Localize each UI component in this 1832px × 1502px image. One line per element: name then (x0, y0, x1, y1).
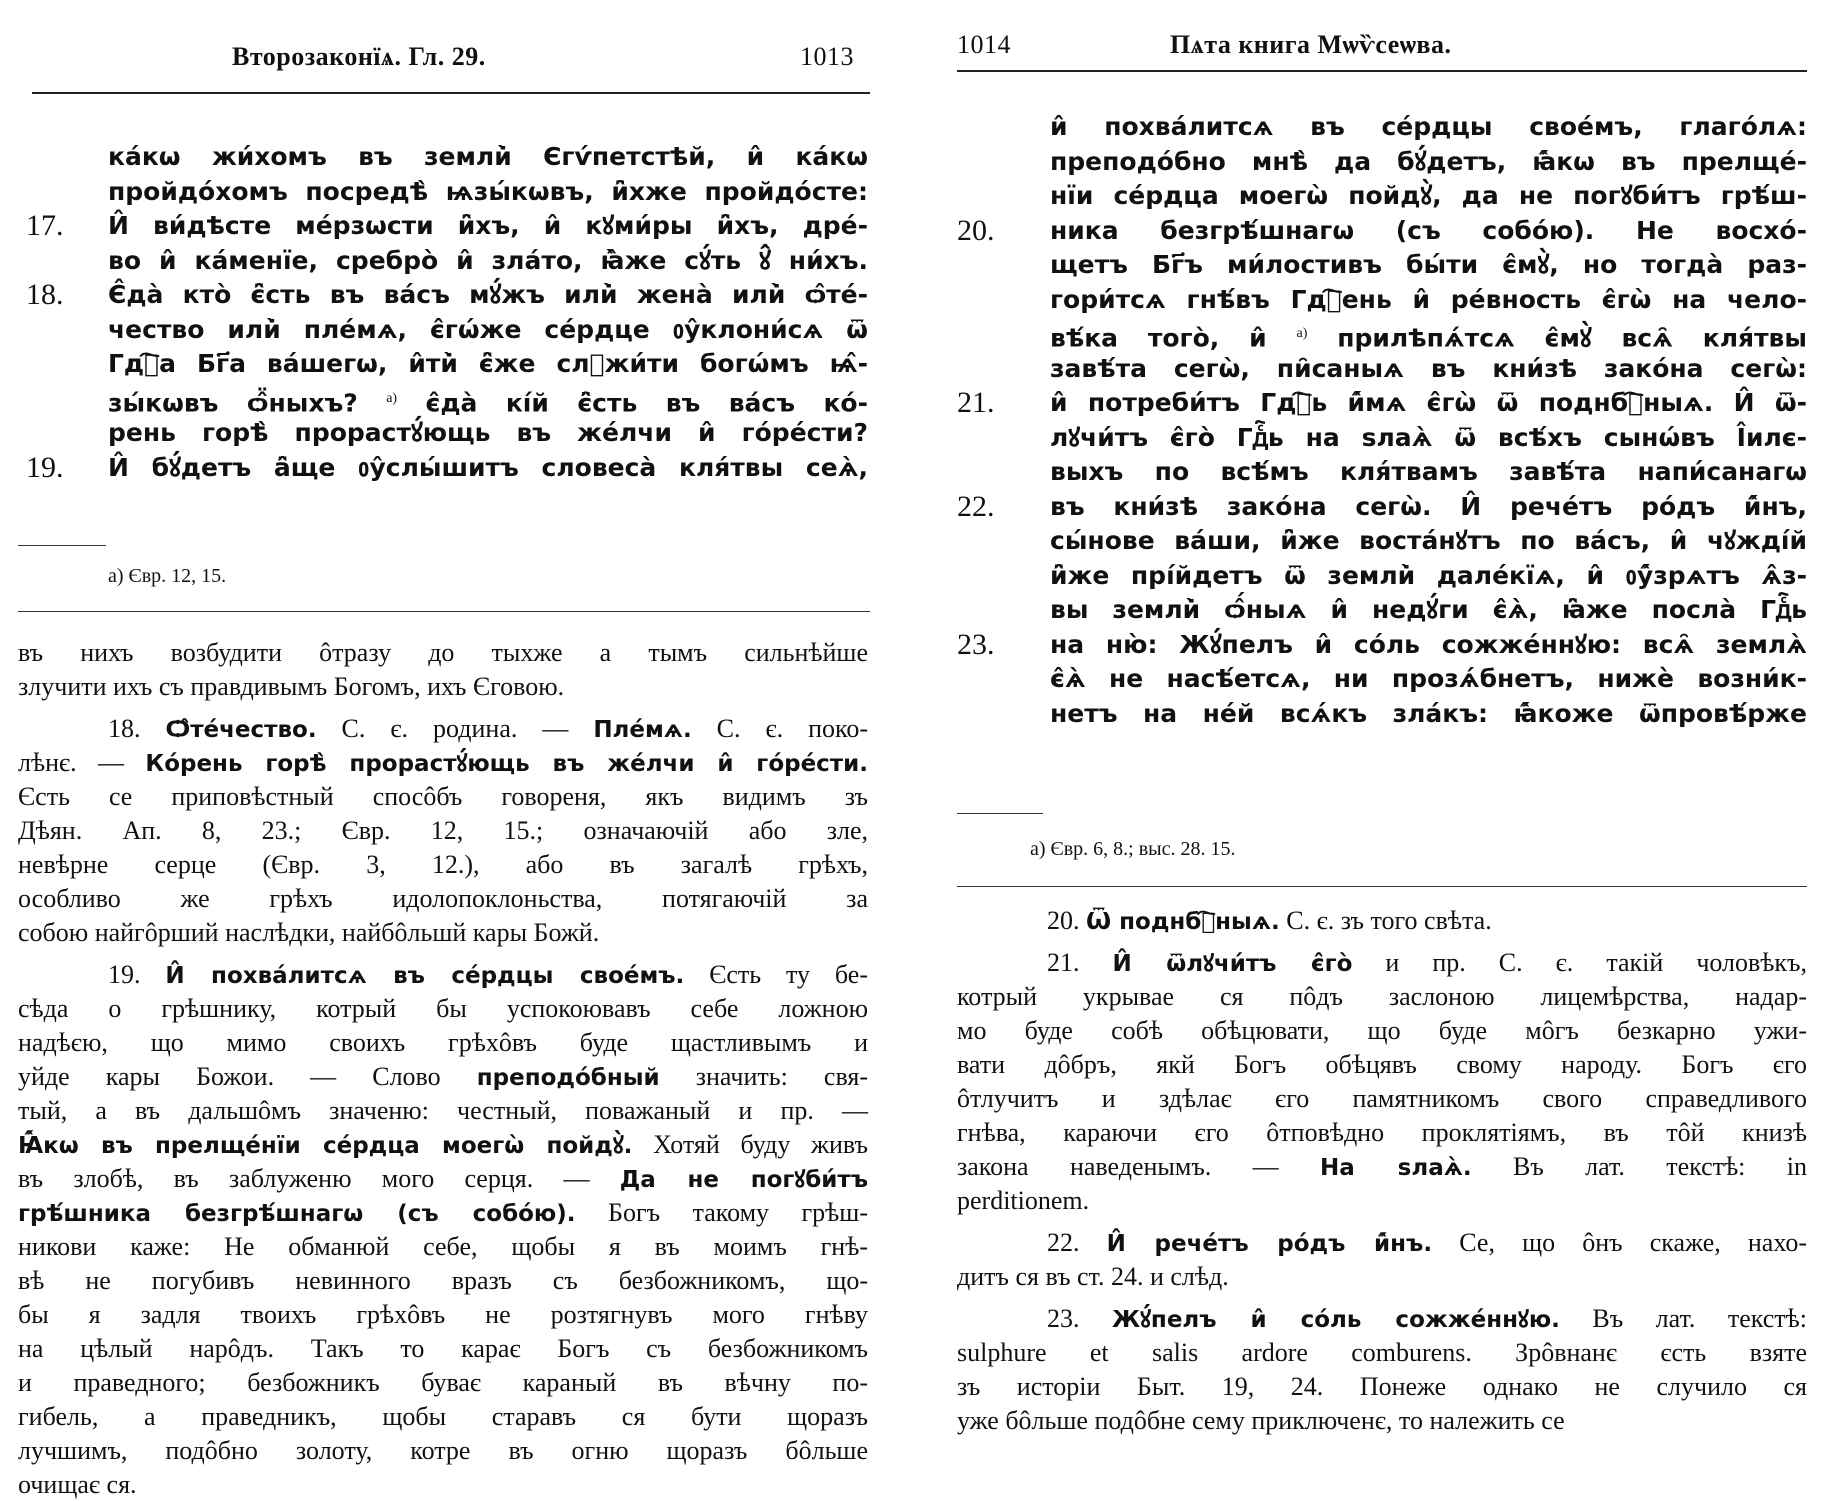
commentary-line: Єсть се приповѣстный спосôбъ говореня, якъ видимъ зъ (18, 782, 868, 811)
verse-line (26, 209, 868, 244)
running-head-title: Пѧта книга Мѡѷсеѡва. (1170, 30, 1452, 59)
verse-line (1050, 697, 1807, 732)
slavonic-lemma: Ко́рень горѣ̀ прорастꙋ́ющь въ же́лчи и̂ го́ре́сти. (145, 751, 868, 777)
paragraph-gap (957, 1218, 1807, 1226)
slavonic-lemma: Ѿ поднбⷭ҇ныѧ. (1086, 909, 1280, 935)
slavonic-lemma: Жꙋ́пелъ и̂ со́ль сожже́ннꙋю. (1111, 1307, 1560, 1333)
verse-text: зы́кѡвъ ѻ̂̈ныхъ? (108, 387, 358, 417)
page-number: 1013 (800, 42, 854, 71)
commentary (957, 904, 1807, 1438)
commentary-line: perditionem. (957, 1186, 1090, 1215)
commentary-line: 22. И̂ рече́тъ ро́дъ и̂́нъ. Се, що ôнъ скаже, нахо- (1047, 1228, 1808, 1257)
commentary-line: 18. Ѻ̂те́чество. С. є. родина. — Пле́мѧ. С. є. поко- (108, 714, 868, 743)
paragraph-gap (18, 704, 868, 712)
commentary-paragraph (957, 1302, 1807, 1438)
verse-text: гори́тсѧ гнѣ́въ Гдⷭ҇ень и̂ ре́вность є̂гѡ̀ на чело- (1050, 284, 1807, 314)
verse-line (1050, 559, 1807, 594)
verse-text: сы́нове ва́ши, и̂̈же воста́нꙋтъ по ва́съ, и̂ чꙋжді́й (1050, 526, 1807, 555)
verse-line (26, 278, 868, 313)
verse-text: щетъ Бг҃ъ ми́лостивъ бы́ти є̂мꙋ̀, но тогда̀ раз- (1050, 250, 1807, 279)
verse-line (1050, 317, 1807, 352)
commentary-line: гибель, а праведникъ, щобы старавъ ся бути щоразъ (18, 1402, 868, 1431)
verse-line (1050, 593, 1807, 628)
verse-number: 23. (957, 627, 995, 661)
verse-text: нетъ на не́й всѧ́къ зла́къ: ꙗ̂́коже ѿпровѣ́рже (1050, 698, 1807, 728)
paragraph-gap (18, 950, 868, 958)
commentary-line: котрый укрывае ся пôдъ заслоною лицемѣрства, надар- (957, 982, 1807, 1011)
header-rule (32, 92, 870, 94)
slavonic-lemma: грѣ́шника безгрѣ́шнагѡ (съ собо́ю). (18, 1201, 576, 1227)
slavonic-lemma: Да не погꙋби́тъ (619, 1167, 869, 1193)
commentary-paragraph (957, 904, 1807, 938)
commentary-line: злучити ихъ съ правдивымъ Богомъ, ихъ Єговою. (18, 672, 565, 701)
verse-line (108, 382, 868, 417)
left-page (0, 0, 900, 1500)
verse-text: ка́кѡ жи́хомъ въ земли̇̀ Єгѵ́петстѣй, и̂ ка́кѡ (108, 142, 868, 171)
verse-text: выхъ по всѣ́мъ кля́твамъ завѣ́та напи́санагѡ (1050, 457, 1807, 486)
verse-line (957, 213, 1807, 249)
commentary-line: грѣ́шника безгрѣ́шнагѡ (съ собо́ю). Богъ такому грѣш- (18, 1198, 868, 1227)
verse-text: є̂ѧ̀ не насѣ́етсѧ, ни прозѧ́бнетъ, нижѐ возни́к- (1050, 664, 1807, 693)
footnote: а) Євр. 12, 15. (108, 565, 227, 587)
slavonic-lemma: И̂ ѿлꙋчи́тъ є̂го̀ (1112, 951, 1353, 977)
slavonic-lemma: Ꙗ̂́кѡ въ прелще́нїи се́рдца моегѡ̀ пойдꙋ̀. (18, 1133, 633, 1159)
right-page (930, 0, 1832, 1500)
verse-text: прилѣпѧ́тсѧ є̂мꙋ̀ всѧ̑ кля́твы (1337, 323, 1807, 353)
header-rule (957, 70, 1807, 72)
commentary-paragraph (18, 636, 868, 704)
commentary-line: дитъ ся въ ст. 24. и слѣд. (957, 1262, 1229, 1291)
commentary-line: гнѣва, караючи єго ôтповѣдно проклятіямъ, въ тôй книзѣ (957, 1118, 1807, 1147)
slavonic-lemma: преподо́бный (476, 1065, 660, 1091)
commentary-line: на цѣлый нарôдъ. Такъ то карає Богъ съ безбожникомъ (18, 1334, 868, 1363)
commentary-line: 19. И̂ похва́литсѧ въ се́рдцы свое́мъ. Єсть ту бе- (108, 960, 869, 989)
verse-line (108, 347, 868, 382)
commentary-line: надѣєю, що мимо своихъ грѣхôвъ буде щастливымъ и (18, 1028, 868, 1057)
verse-line (1050, 248, 1807, 283)
verse-text: рень горѣ̀ прорастꙋ́ющь въ же́лчи и̂ го́ре́сти? (108, 418, 868, 447)
commentary-line: sulphure et salis ardore comburens. Зрôвнанє єсть взяте (957, 1338, 1807, 1367)
verse-text: преподо́бно мнѣ̀ да бꙋ́детъ, ꙗ̂́кѡ въ прелще́- (1050, 146, 1807, 176)
verse-number: 21. (957, 386, 995, 419)
running-head (930, 30, 1832, 70)
commentary-line: уже бôльше подôбне сему приключенє, то належить се (957, 1406, 1565, 1435)
verse-text: Є̂да̀ кто̀ є̂̈сть въ ва́съ мꙋ́жъ или̇̀ жена̀ или̇̀ ѻ̂те́- (108, 280, 868, 309)
section-rule (957, 886, 1807, 887)
verse-text: ника безгрѣ́шнагѡ (съ собо́ю). Не восхо́- (1050, 215, 1807, 245)
commentary-line: очищає ся. (18, 1470, 137, 1499)
slavonic-lemma: Ѻ̂те́чество. (165, 717, 317, 743)
verse-number: 22. (957, 489, 995, 523)
commentary-line: ôтлучитъ и здѣлає єго памятникомъ свого справедливого (957, 1084, 1807, 1113)
verse-text: Гдⷭ҇а Бг҃а ва́шегѡ, и̂ти̇̀ є̂̈же слꙋжи́ти богѡ́мъ ѩ̂- (108, 349, 868, 378)
verse-number: 19. (26, 450, 64, 484)
verse-text: въ кни́зѣ зако́на сегѡ̀. И̂ рече́тъ ро́дъ и̂́нъ, (1050, 491, 1807, 521)
verse-line (1050, 662, 1807, 697)
commentary-line: Дѣян. Ап. 8, 23.; Євр. 12, 15.; означаючій або зле, (18, 816, 868, 845)
verse-text: вы земли̇̀ ѻ̂́ныѧ и̂ недꙋ́ги є̂ѧ̀, ꙗ̂̈же посла̀ Гдⷭ҇ь (1050, 595, 1807, 624)
commentary-paragraph (18, 958, 868, 1502)
commentary (18, 636, 868, 1502)
commentary-line: вѣ не погубивъ невинного вразъ съ безбожникомъ, що- (18, 1266, 868, 1295)
commentary-line: бы я задля твоихъ грѣхôвъ не розтягнувъ мого гнѣву (18, 1300, 868, 1329)
commentary-paragraph (957, 946, 1807, 1218)
footnote-marker: а) (386, 390, 398, 406)
verse-number: 18. (26, 278, 64, 311)
verse-line (1050, 524, 1807, 559)
verse-text: и̂ похва́литсѧ въ се́рдцы свое́мъ, глаго́лѧ: (1050, 112, 1807, 141)
commentary-line: уйде кары Божои. — Слово преподо́бный значить: свя- (18, 1062, 869, 1091)
verse-text: є̂да̀ кі́й є̂̈сть въ ва́съ ко́- (425, 387, 868, 417)
commentary-line: закона наведенымъ. — На ѕлаѧ̀. Въ лат. текстѣ: in (957, 1152, 1808, 1181)
commentary-paragraph (18, 712, 868, 950)
commentary-line: зъ исторіи Быт. 19, 24. Понеже однако не случило ся (957, 1372, 1807, 1401)
commentary-line: 20. Ѿ поднбⷭ҇ныѧ. С. є. зъ того свѣта. (1047, 906, 1492, 935)
verse-text: нїи се́рдца моегѡ̀ пойдꙋ̀, да не погꙋби́тъ грѣ́ш- (1050, 181, 1807, 210)
verse-number: 20. (957, 213, 995, 247)
commentary-line: особливо же грѣхъ идолопоклоньства, потягаючій за (18, 884, 868, 913)
verse-line (1050, 352, 1807, 387)
commentary-line: тый, а въ дальшôмъ значеню: честный, поважаный и пр. — (18, 1096, 868, 1125)
verse-text: И̂ бꙋ́детъ а̂̈ще ᲂу̂слы́шитъ словеса̀ кля́твы сеѧ̀, (108, 452, 868, 482)
page-number: 1014 (957, 30, 1011, 59)
verse-text: и̂̈же прі́йдетъ ѿ земли̇̀ дале́кїѧ, и̂ ᲂу̂́зрѧтъ ѧ̂з- (1050, 560, 1807, 590)
commentary-paragraph (957, 1226, 1807, 1294)
slavonic-lemma: И̂ рече́тъ ро́дъ и̂́нъ. (1106, 1231, 1433, 1257)
slavonic-lemma: И̂ похва́литсѧ въ се́рдцы свое́мъ. (165, 963, 685, 989)
verse-line (1050, 421, 1807, 456)
footnote-rule (18, 545, 106, 546)
commentary-line: Ꙗ̂́кѡ въ прелще́нїи се́рдца моегѡ̀ пойдꙋ̀. Хотяй буду живъ (18, 1130, 868, 1159)
footnote: а) Євр. 6, 8.; выс. 28. 15. (1030, 838, 1236, 860)
running-head (0, 42, 900, 82)
commentary-line: никови каже: Не обманюй себе, щобы я въ моимъ гнѣ- (18, 1232, 868, 1261)
verse-text: завѣ́та сегѡ̀, пи̑саныѧ въ кни́зѣ зако́на сегѡ̀: (1050, 353, 1807, 383)
verse-line (26, 450, 868, 486)
verse-line (1050, 179, 1807, 214)
footnote-rule (957, 813, 1043, 814)
verse-line (108, 416, 868, 451)
commentary-line: лучшимъ, подôбно золоту, котре въ огню щоразъ бôльше (18, 1436, 868, 1465)
paragraph-gap (957, 938, 1807, 946)
commentary-line: мо буде собѣ обѣцювати, що буде мôгъ безкарно ужи- (957, 1016, 1807, 1045)
verse-text: и̂ потреби́тъ Гдⷭ҇ь и̂́мѧ є̂гѡ̀ ѿ поднбⷭ҇ныѧ. И̂ ѿ- (1050, 388, 1807, 417)
verse-line (108, 244, 868, 279)
verse-line (1050, 110, 1807, 145)
verse-line (108, 140, 868, 175)
running-head-title: Второзаконїѧ. Гл. 29. (232, 42, 486, 71)
commentary-line: вати дôбръ, якй Богъ обѣцявъ свому народу. Богъ єго (957, 1050, 1807, 1079)
verse-text: лꙋчи́тъ є̂го̀ Гдⷭ҇ь на ѕлаѧ̀ ѿ всѣ́хъ сынѡ́въ І̂илє- (1050, 422, 1807, 452)
verse-text: на ню̀: Жꙋ́пелъ и̂ со́ль сожже́ннꙋю: всѧ̑ землѧ̀ (1050, 629, 1807, 659)
commentary-line: 21. И̂ ѿлꙋчи́тъ є̂го̀ и пр. С. є. такій чоловѣкъ, (1047, 948, 1807, 977)
verse-line (957, 489, 1807, 525)
section-rule (18, 611, 870, 612)
commentary-line: въ злобѣ, въ заблуженю мого серця. — Да не погꙋби́тъ (18, 1164, 869, 1193)
verse-line (957, 627, 1807, 663)
verse-line (957, 386, 1807, 421)
verse-text: И̂ ви́дѣсте ме́рзѡсти и̂̈хъ, и̂ кꙋми́ры и̂̈хъ, дре́- (108, 211, 868, 240)
commentary-line: лѣнє. — Ко́рень горѣ̀ прорастꙋ́ющь въ же́лчи и̂ го́ре́сти. (18, 748, 868, 777)
paragraph-gap (957, 1294, 1807, 1302)
verse-text: вѣ́ка того̀, и̂ (1050, 323, 1267, 353)
verse-line (108, 175, 868, 210)
verse-line (108, 313, 868, 348)
commentary-line: невѣрне серце (Євр. 3, 12.), або въ загалѣ грѣхъ, (18, 850, 868, 879)
slavonic-lemma: На ѕлаѧ̀. (1320, 1155, 1472, 1181)
verse-text: пройдо́хомъ посредѣ̀ ѩзы́кѡвъ, и̂̈хже пройдо́сте: (108, 176, 868, 206)
commentary-line: въ нихъ возбудити ôтразу до тыхже а тымъ сильнѣйше (18, 638, 868, 667)
verse-number: 17. (26, 209, 64, 242)
verse-text: чество или̇̀ пле́мѧ, є̂гѡ́же се́рдце ᲂу̂клони́сѧ ѿ (108, 314, 868, 344)
scripture-verses (26, 140, 868, 485)
verse-line (1050, 455, 1807, 490)
verse-line (1050, 145, 1807, 180)
scripture-verses (957, 110, 1807, 731)
commentary-line: 23. Жꙋ́пелъ и̂ со́ль сожже́ннꙋю. Въ лат. текстѣ: (1047, 1304, 1808, 1333)
verse-line (1050, 283, 1807, 318)
commentary-line: и праведного; безбожникъ буває караный въ вѣчну по- (18, 1368, 868, 1397)
slavonic-lemma: Пле́мѧ. (593, 717, 692, 743)
commentary-line: сѣда о грѣшнику, котрый бы успокоювавъ себе ложною (18, 994, 868, 1023)
commentary-line: собою найгôрший наслѣдки, найбôльшй кары Божй. (18, 918, 600, 947)
verse-text: во и̂ ка́менїе, сребро̀ и̂ зла́то, ꙗ̂̀же сꙋ́ть ꙋ̂ ни́хъ. (108, 245, 868, 275)
footnote-marker: а) (1296, 326, 1308, 341)
